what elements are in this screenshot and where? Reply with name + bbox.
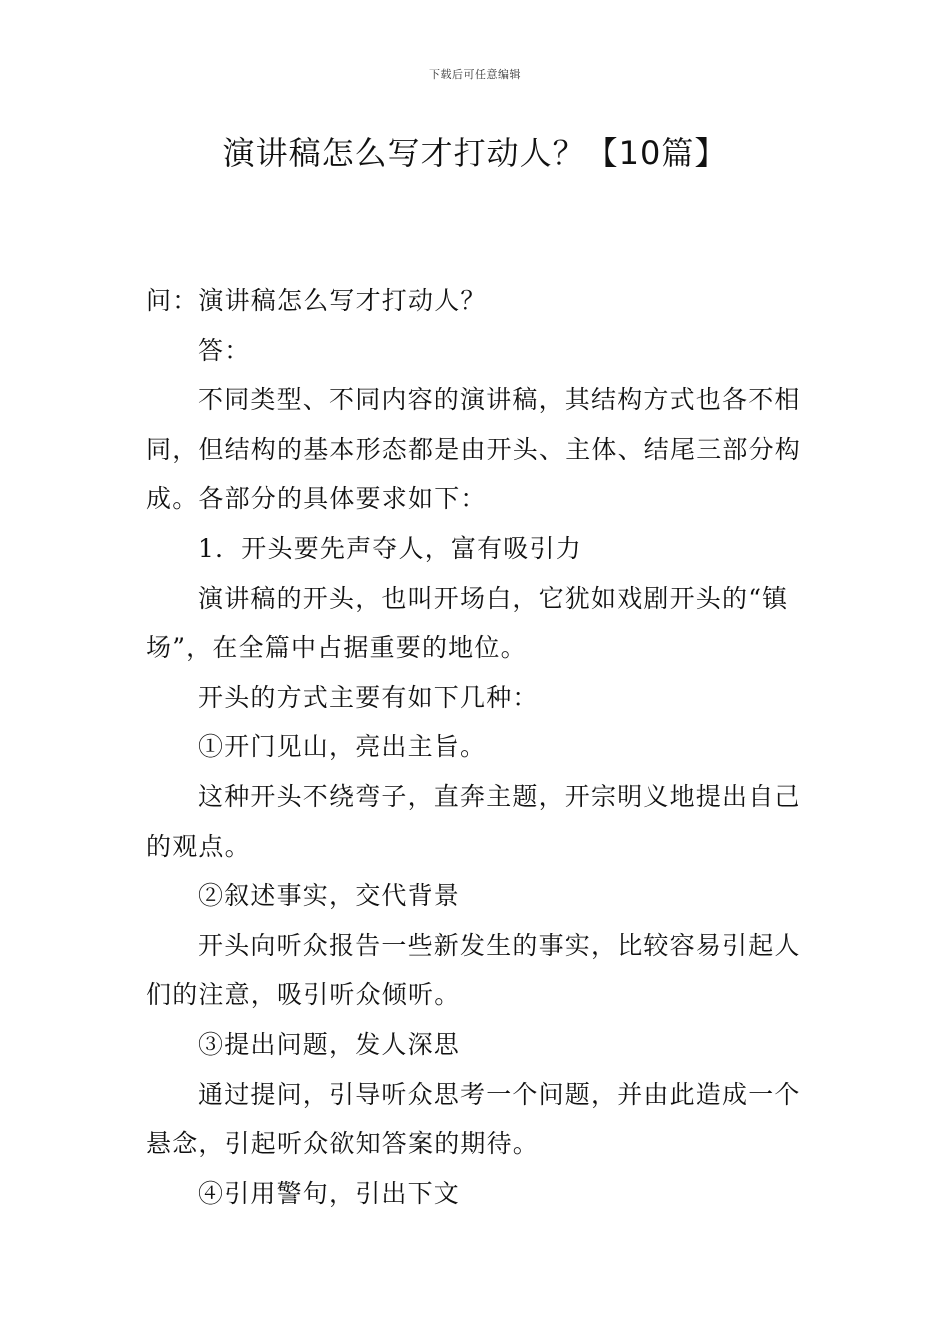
method-heading-3: ③提出问题，发人深思 <box>198 1029 461 1059</box>
paragraph-opening-methods: 开头的方式主要有如下几种： <box>198 682 539 712</box>
method-description-3: 通过提问，引导听众思考一个问题，并由此造成一个悬念，引起听众欲知答案的期待。 <box>146 1079 801 1159</box>
method-heading-2: ②叙述事实，交代背景 <box>198 881 461 911</box>
document-title: 演讲稿怎么写才打动人？【10篇】 <box>222 134 728 172</box>
question-line: 问：演讲稿怎么写才打动人？ <box>146 286 487 315</box>
section-heading-opening: 1．开头要先声夺人，富有吸引力 <box>198 533 582 563</box>
document-body <box>146 276 808 1218</box>
method-heading-4: ④引用警句，引出下文 <box>198 1178 461 1208</box>
method-heading-1: ①开门见山，亮出主旨。 <box>198 732 487 762</box>
method-description-2: 开头向听众报告一些新发生的事实，比较容易引起人们的注意，吸引听众倾听。 <box>146 930 801 1010</box>
method-description-1: 这种开头不绕弯子，直奔主题，开宗明义地提出自己的观点。 <box>146 781 801 861</box>
paragraph-opening-intro: 演讲稿的开头，也叫开场白，它犹如戏剧开头的“镇场”，在全篇中占据重要的地位。 <box>146 583 789 663</box>
header-note: 下载后可任意编辑 <box>429 68 521 81</box>
paragraph-structure-intro: 不同类型、不同内容的演讲稿，其结构方式也各不相同，但结构的基本形态都是由开头、主体、结尾三部分构成。各部分的具体要求如下： <box>146 385 802 514</box>
answer-label: 答： <box>198 335 251 365</box>
